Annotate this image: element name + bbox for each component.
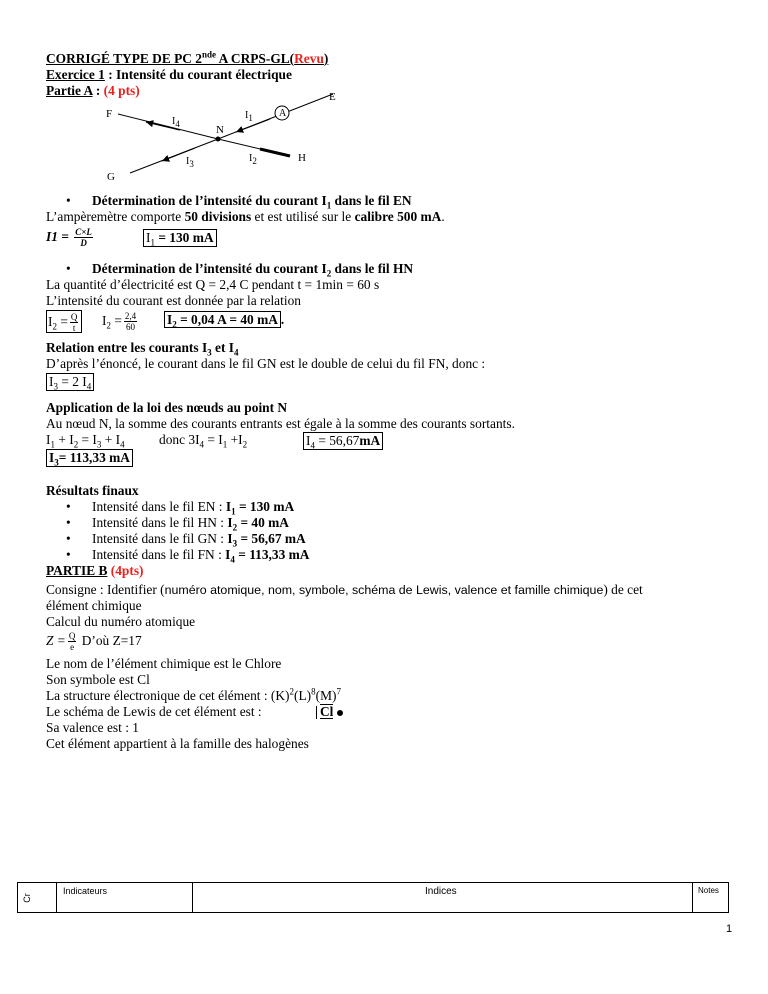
grading-table-indicateurs-cell — [56, 883, 193, 912]
column-header-indicateurs: Indicateurs — [63, 886, 108, 896]
part-b-heading: PARTIE B (4pts) — [46, 563, 144, 578]
section-i2-heading: • Détermination de l’intensité du courant $I_2$ dans le fil HN — [92, 261, 413, 277]
label-h: H — [298, 152, 306, 164]
node-circuit-diagram — [100, 88, 360, 188]
result-i4-boxed: $I_4 = 56,67mA$ — [303, 432, 383, 450]
results-heading: Résultats finaux — [46, 483, 139, 498]
label-i4: $I_4$ — [172, 116, 180, 129]
grading-table-notes-cell — [693, 883, 728, 912]
atomic-number-calc-label: Calcul du numéro atomique — [46, 614, 196, 629]
ammeter-description: L’ampèremètre comporte 50 divisions et est utilisé sur le calibre 500 mA. — [46, 209, 445, 224]
column-header-indices: Indices — [425, 886, 457, 897]
atomic-number-formula: Z = $\frac{Q}{e}$ D’où Z=17 — [46, 631, 142, 653]
node-law-derivation: donc $3I_4 = I_1 +I_2$ — [159, 432, 248, 450]
grading-table-indices-cell — [192, 883, 693, 912]
part-a-heading: Partie A : (4 pts) — [46, 83, 140, 98]
element-name: Le nom de l’élément chimique est le Chlore — [46, 656, 282, 671]
wire-fn — [118, 114, 218, 139]
result-item: • Intensité dans le fil GN : $I_3 = 56,67$ mA — [92, 531, 306, 547]
formula-i2-general: $I_2$ = $\frac{Q}{t}$ — [46, 310, 82, 333]
relation-boxed: $I_3 = 2$ $I_4$ — [46, 373, 94, 391]
page-number: 1 — [726, 923, 733, 935]
section-node-law-heading: Application de la loi des nœuds au point N — [46, 400, 288, 415]
section-relation-heading: Relation entre les courants $I_3$ et $I_4$ — [46, 340, 239, 358]
node-law-statement: Au nœud N, la somme des courants entrants est égale à la somme des courants sortants. — [46, 416, 515, 431]
result-item: • Intensité dans le fil HN : $I_2 = 40$ mA — [92, 515, 289, 531]
formula-i1: I1 = $\frac{C\times L}{D}$ — [46, 227, 92, 249]
result-item: • Intensité dans le fil FN : $I_4 = 113,33$ mA — [92, 547, 309, 563]
formula-i2-numeric: $I_2$ = $\frac{2,4}{60}$ — [102, 311, 137, 333]
label-ammeter-a: A — [279, 108, 287, 119]
valence: Sa valence est : 1 — [46, 720, 139, 735]
lewis-statement: Le schéma de Lewis de cet élément est : — [46, 704, 262, 719]
consigne-line-2: élément chimique — [46, 598, 142, 613]
label-i3: $I_3$ — [186, 156, 194, 169]
page-title: CORRIGÉ TYPE DE PC 2nde A CRPS-GL(Revu) — [46, 49, 329, 66]
label-e: E — [329, 91, 336, 103]
section-i1-heading: • Détermination de l’intensité du courant $I_1$ dans le fil EN — [92, 193, 412, 209]
result-i1: $I_1 = 130$ mA — [143, 229, 217, 247]
electronic-structure: La structure électronique de cet élément : $(K)^2(L)^8(M)^7$ — [46, 686, 341, 703]
label-i1: $I_1$ — [245, 110, 253, 123]
consigne-line: Consigne : Identifier (numéro atomique, nom, symbole, schéma de Lewis, valence et famille chimique) de cet — [46, 582, 643, 597]
chemical-family: Cet élément appartient à la famille des halogènes — [46, 736, 309, 751]
lewis-diagram: Cl — [316, 704, 343, 720]
label-g: G — [107, 171, 115, 183]
element-symbol: Son symbole est Cl — [46, 672, 150, 687]
node-law-equation: $I_1 + I_2 = I_3 + I_4$ — [46, 432, 125, 450]
label-f: F — [106, 108, 113, 120]
exercise-1-heading: Exercice 1 : Intensité du courant électrique — [46, 67, 292, 82]
result-i2: $I_2 = 0,04$ A = 40 mA . — [164, 312, 284, 328]
arrow-i1 — [236, 119, 270, 132]
label-n: N — [216, 124, 224, 136]
column-header-notes: Notes — [698, 886, 719, 895]
result-item: • Intensité dans le fil EN : $I_1 = 130$ mA — [92, 499, 294, 515]
grading-table — [17, 882, 729, 913]
grading-table-cr-cell: Cr — [18, 883, 57, 912]
label-i2: $I_2$ — [249, 153, 257, 166]
charge-statement: La quantité d’électricité est Q = 2,4 C pendant t = 1min = 60 s — [46, 277, 380, 292]
relation-explanation: D’après l’énoncé, le courant dans le fil GN est le double de celui du fil FN, donc : — [46, 356, 486, 371]
thick-hn — [260, 149, 290, 156]
relation-statement: L’intensité du courant est donnée par la relation — [46, 293, 301, 308]
result-i3-boxed: $I_3= 113,33$ mA — [46, 449, 133, 467]
